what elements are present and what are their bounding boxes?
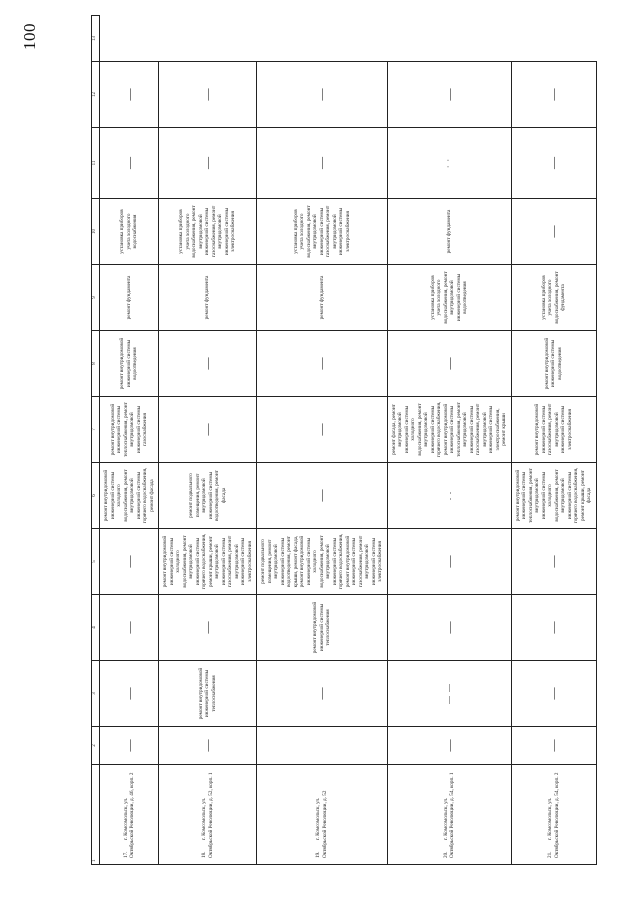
table-cell: ремонт фундамента — [100, 265, 159, 331]
table-cell: — — [511, 62, 596, 128]
table-cell: — — [159, 331, 257, 397]
table-cell: ремонт внутридомовой инженерной системы водоотведения — [511, 331, 596, 397]
header-cell: 12 — [92, 62, 100, 128]
header-cell: 6 — [92, 463, 100, 529]
row-number: 18. — [201, 851, 207, 858]
table-cell: ремонт фундамента — [387, 199, 511, 265]
table-cell: ремонт внутридомовой инженерной системы водоотведения — [100, 331, 159, 397]
header-cell: 11 — [92, 128, 100, 199]
table-cell: установка приборов учета холодного водоснабжения, ремонт внутридомовой инженерной системы водоотведения — [387, 265, 511, 331]
header-cell: 8 — [92, 331, 100, 397]
table-cell: — — [511, 128, 596, 199]
header-cell: 4 — [92, 595, 100, 661]
header-cell: 2 — [92, 727, 100, 765]
table-row — [511, 16, 596, 865]
table-cell: — — [387, 595, 511, 661]
table-cell: — — [257, 331, 388, 397]
row-number: 19. — [315, 851, 322, 858]
table-cell: — — [100, 62, 159, 128]
table-cell: · · — [387, 128, 511, 199]
table-cell: установка приборов учета холодного водоснабжения — [100, 199, 159, 265]
address-text: г. Комсомольск, ул. Октябрьской Революции, д. 54, корп. 1 — [442, 772, 455, 858]
table-row — [387, 16, 511, 865]
table-cell: — — [257, 397, 388, 463]
header-cell: 7 — [92, 397, 100, 463]
table-cell: — — [100, 128, 159, 199]
page-number: 100 — [20, 23, 39, 50]
table-cell: — — [159, 727, 257, 765]
table-cell: — — [257, 128, 388, 199]
table-cell: — — [387, 62, 511, 128]
header-cell: 10 — [92, 199, 100, 265]
table-cell: — — [387, 331, 511, 397]
table-cell: ремонт подвального помещения, ремонт внутридомовой инженерной системы водоотведения, ремонт фасада — [159, 463, 257, 529]
table-cell: ремонт подвального помещения, ремонт внутридомовой инженерной системы водоотведения, ремонт крыши, ремонт фасада, ремонт внутридомовой инженерной системы холодного водоснабжения, ремонт внутридомовой инженерной системы горячего водоснабжения, ремонт внутридомовой инженерной системы газоснабжения, ремонт внутридомовой инженерной системы электроснабжения — [257, 529, 388, 595]
header-cell: 1 — [92, 765, 100, 865]
address-cell — [100, 765, 159, 865]
table-cell: ремонт фундамента — [257, 265, 388, 331]
header-cell: 9 — [92, 265, 100, 331]
table-cell: ремонт внутридомовой инженерной системы газоснабжения, ремонт внутридомовой инженерной системы электроснабжения — [511, 397, 596, 463]
table-cell: — — [511, 595, 596, 661]
row-number: 17. — [122, 851, 129, 858]
table-cell: ремонт внутридомовой инженерной системы теплоснабжения, ремонт внутридомовой инженерной системы газоснабжения — [100, 397, 159, 463]
table-cell: — — [100, 595, 159, 661]
address-text: г. Комсомольск, ул. Октябрьской Революции, д. 46, корп. 2 — [122, 772, 135, 858]
table-cell: — — [257, 661, 388, 727]
header-cell: 3 — [92, 661, 100, 727]
rotated-table-wrapper — [91, 30, 592, 865]
table-cell — [257, 727, 388, 765]
table-row — [257, 16, 388, 865]
table-row — [100, 16, 159, 865]
header-cell: 13 — [92, 16, 100, 62]
table-cell: — — [100, 727, 159, 765]
table-cell: ремонт фундамента — [159, 265, 257, 331]
header-cell: 5 — [92, 529, 100, 595]
address-cell — [511, 765, 596, 865]
table-cell: — — [257, 62, 388, 128]
row-number: 20. — [442, 851, 449, 858]
table-cell: . . — [387, 463, 511, 529]
header-row — [92, 16, 100, 865]
address-text: г. Комсомольск, ул. Октябрьской Революции, д. 52 — [315, 790, 328, 858]
table-cell: — — [257, 463, 388, 529]
table-row — [159, 16, 257, 865]
address-text: г. Комсомольск, ул. Октябрьской Революции, д. 52, корп. 1 — [201, 772, 214, 858]
table-cell: — — [511, 529, 596, 595]
table-cell: ремонт внутридомовой инженерной системы теплоснабжения — [159, 661, 257, 727]
row-number: 21. — [547, 851, 553, 858]
table-cell: ремонт внутридомовой инженерной системы холодного водоснабжения, ремонт внутридомовой инженерной системы горячего водоснабжения, ремонт фасада — [100, 463, 159, 529]
repair-schedule-table — [91, 15, 597, 865]
table-cell: — — [159, 595, 257, 661]
table-cell: ремонт внутридомовой инженерной системы холодного водоснабжения, ремонт внутридомовой инженерной системы горячего водоснабжения, ремонт крыши, ремонт внутридомовой инженерной системы газоснабжения, ремонт внутридомовой инженерной системы электроснабжения — [159, 529, 257, 595]
table-cell: ремонт внутридомовой инженерной системы теплоснабжения — [257, 595, 388, 661]
table-cell: — — [159, 397, 257, 463]
address-cell — [159, 765, 257, 865]
address-cell — [387, 765, 511, 865]
table-cell: — — [511, 727, 596, 765]
table-cell: — — [100, 661, 159, 727]
table-cell: — — [387, 727, 511, 765]
table-cell: — — [100, 529, 159, 595]
table-cell: — — — [387, 661, 511, 727]
table-cell: установка приборов учета холодного водоснабжения, ремонт внутридомовой инженерной системы газоснабжения, ремонт внутридомовой инженерной системы электроснабжения — [159, 199, 257, 265]
table-cell: ремонт внутридомовой инженерной системы теплоснабжения, ремонт внутридомовой инженерной системы холодного водоснабжения, ремонт внутридомовой инженерной системы горячего водоснабжения, ремонт крыши, ремонт фасада — [511, 463, 596, 529]
table-cell: — — [159, 62, 257, 128]
table-cell: — — [511, 199, 596, 265]
address-cell — [257, 765, 388, 865]
address-text: г. Комсомольск, ул. Октябрьской Революции, д. 54, корп. 2 — [547, 772, 560, 858]
table-cell: установка приборов учета холодного водоснабжения, ремонт внутридомовой инженерной системы газоснабжения, ремонт внутридомовой инженерной системы электроснабжения — [257, 199, 388, 265]
table-cell: установка приборов учета холодного водоснабжения, ремонт фундамента — [511, 265, 596, 331]
table-cell: ремонт фасада, ремонт внутридомовой инженерной системы холодного водоснабжения, ремонт внутридомовой инженерной системы горячего водоснабжения, ремонт внутридомовой инженерной системы теплоснабжения, ремонт внутридомовой инженерной системы газоснабжения, ремонт внутридомовой инженерной системы электроснабжения, ремонт крыши — [387, 397, 511, 463]
table-cell: — — [387, 529, 511, 595]
table-cell: — — [511, 661, 596, 727]
table-cell: — — [159, 128, 257, 199]
